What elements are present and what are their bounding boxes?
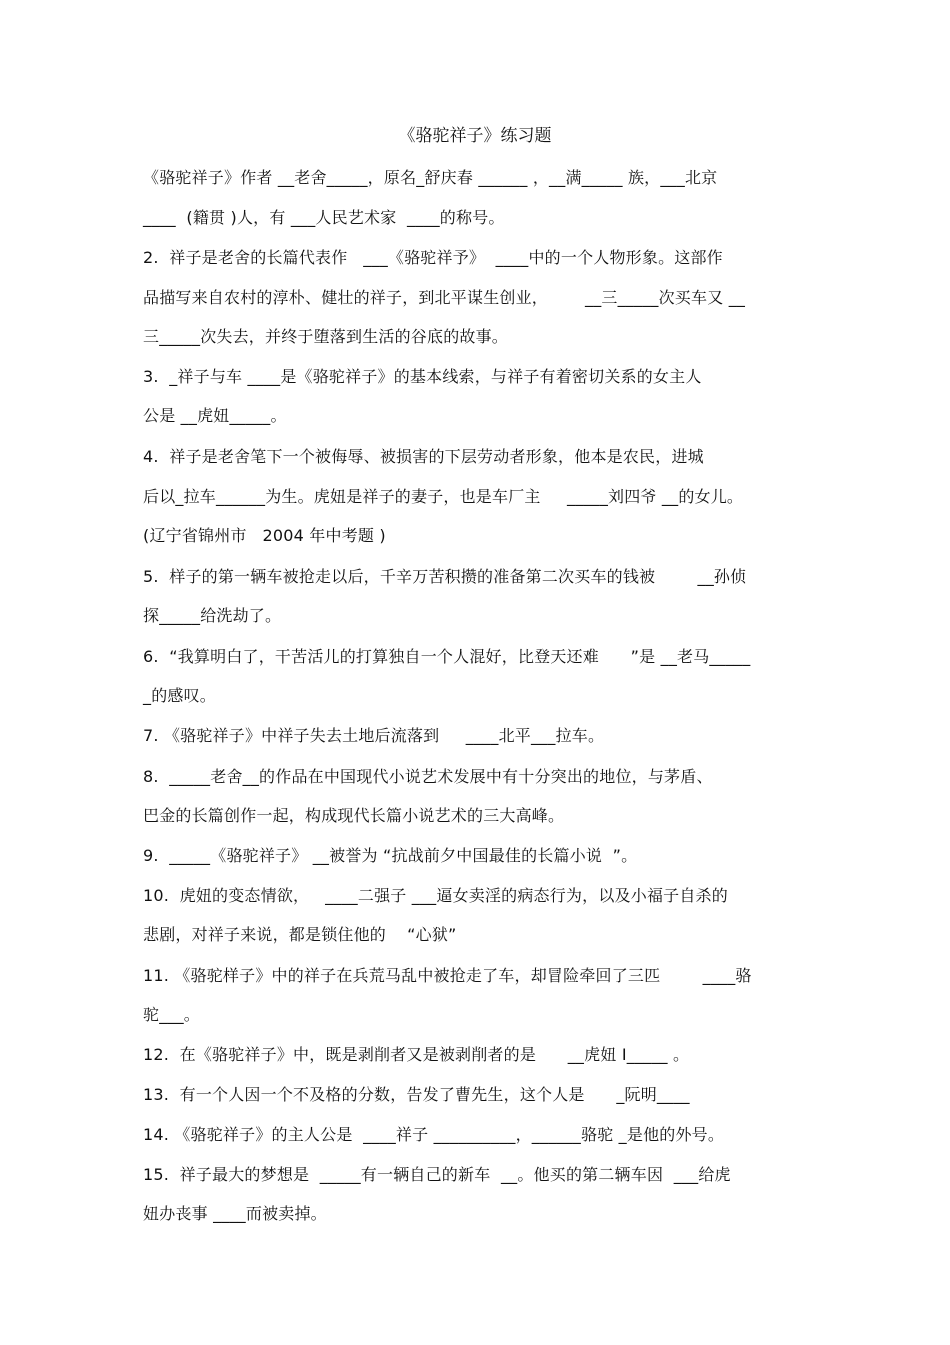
text-line-6: 3. _祥子与车 ____是《骆驼祥子》的基本线索，与祥子有着密切关系的女主人 (143, 367, 702, 386)
text-line-16: 8. _____老舍__的作品在中国现代小说艺术发展中有十分突出的地位，与茅盾、 (143, 767, 713, 786)
text-line-18: 9. _____《骆驼祥子》 __被誉为 “抗战前夕中国最佳的长篇小说 ”。 (143, 846, 638, 865)
text-line-14: _的感叹。 (143, 686, 217, 705)
text-line-27: 妞办丧事 ____而被卖掉。 (143, 1204, 327, 1223)
text-line-10: (辽宁省锦州市 2004 年中考题 ) (143, 526, 386, 545)
text-line-8: 4. 祥子是老舍笔下一个被侮辱、被损害的下层劳动者形象，他本是农民，进城 (143, 447, 704, 466)
text-line-15: 7. 《骆驼祥子》中祥子失去土地后流落到 ____北平___拉车。 (143, 726, 605, 745)
text-line-13: 6. “我算明白了，干苦活儿的打算独自一个人混好，比登天还难 ”是 __老马_____ (143, 647, 751, 666)
text-line-19: 10. 虎妞的变态情欲， ____二强子 ___逼女卖淫的病态行为，以及小福子自杀的 (143, 886, 728, 905)
text-line-11: 5. 样子的第一辆车被抢走以后，千辛万苦积攒的准备第二次买车的钱被 __孙侦 (143, 567, 747, 586)
text-line-23: 12. 在《骆驼祥子》中，既是剥削者又是被剥削者的是 __虎妞 I_____ 。 (143, 1045, 690, 1064)
text-line-7: 公是 __虎妞_____。 (143, 406, 287, 425)
text-line-9: 后以_拉车______为生。虎妞是祥子的妻子，也是车厂主 _____刘四爷 __的女儿。 (143, 487, 744, 506)
document-title: 《骆驼祥子》练习题 (398, 126, 552, 146)
text-line-4: 品描写来自农村的淳朴、健壮的祥子，到北平谋生创业， __三_____次买车又 __ (143, 288, 746, 307)
text-line-3: 2. 祥子是老舍的长篇代表作 ___《骆驼祥予》 ____中的一个人物形象。这部作 (143, 248, 723, 267)
text-line-12: 探_____给洗劫了。 (143, 606, 282, 625)
text-line-5: 三_____次失去，并终于堕落到生活的谷底的故事。 (143, 327, 509, 346)
text-line-21: 11. 《骆驼样子》中的祥子在兵荒马乱中被抢走了车，却冒险牵回了三匹 ____骆 (143, 966, 752, 985)
text-line-2: ____ (籍贯 )人，有 ___人民艺术家 ____的称号。 (143, 208, 505, 227)
text-line-20: 悲剧，对祥子来说，都是锁住他的 “心狱” (143, 925, 457, 944)
text-line-22: 驼___。 (143, 1005, 201, 1024)
text-line-17: 巴金的长篇创作一起，构成现代长篇小说艺术的三大高峰。 (143, 806, 565, 825)
text-line-1: 《骆驼祥子》作者 __老舍_____，原名_舒庆春 ______ ，__满_____ 族，___北京 (143, 168, 718, 187)
text-line-24: 13. 有一个人因一个不及格的分数，告发了曹先生，这个人是 _阮明____ (143, 1085, 690, 1104)
text-line-26: 15. 祥子最大的梦想是 _____有一辆自己的新车 __。他买的第二辆车因 ___给虎 (143, 1165, 731, 1184)
text-line-25: 14. 《骆驼祥子》的主人公是 ____祥子 __________，______骆驼 _是他的外号。 (143, 1125, 725, 1144)
